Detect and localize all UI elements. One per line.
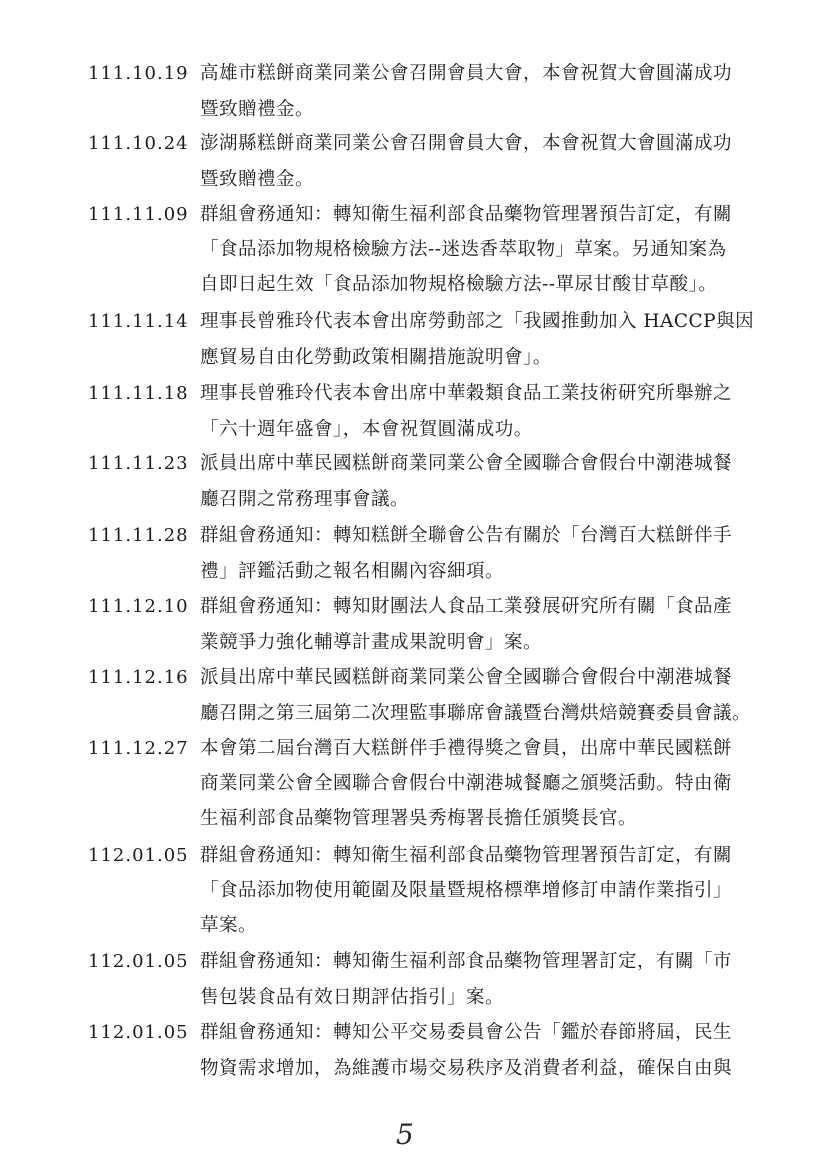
- entry-text-line: 暨致贈禮金。: [200, 169, 315, 190]
- entry-date: 111.11.18: [88, 383, 189, 404]
- entry-text-line: 業競爭力強化輔導計畫成果說明會」案。: [200, 632, 543, 653]
- entry-text-line: 群組會務通知：轉知衛生福利部食品藥物管理署訂定，有關「市: [200, 951, 733, 972]
- entry-text-line: 物資需求增加，為維護市場交易秩序及消費者利益，確保自由與: [200, 1058, 733, 1079]
- entry-text-line: 自即日起生效「食品添加物規格檢驗方法--單尿甘酸甘草酸」。: [200, 274, 718, 295]
- entry-date: 111.12.16: [88, 667, 189, 688]
- entry-date: 111.11.23: [88, 453, 189, 474]
- entry-text-line: 本會第二屆台灣百大糕餅伴手禮得獎之會員，出席中華民國糕餅: [200, 738, 733, 759]
- entry-text-line: 「食品添加物規格檢驗方法--迷迭香萃取物」草案。另通知案為: [200, 239, 727, 260]
- entry-text-line: 應貿易自由化勞動政策相關措施說明會」。: [200, 347, 552, 368]
- entry-text-line: 群組會務通知：轉知衛生福利部食品藥物管理署預告訂定，有關: [200, 204, 733, 225]
- entry-text-line: 商業同業公會全國聯合會假台中潮港城餐廳之頒獎活動。特由衛: [200, 773, 733, 794]
- entry-date: 111.10.19: [88, 63, 189, 84]
- entry-text-line: 暨致贈禮金。: [200, 99, 315, 120]
- entry-date: 111.11.28: [88, 525, 189, 546]
- entry-date: 111.12.27: [88, 738, 189, 759]
- entry-text-line: 澎湖縣糕餅商業同業公會召開會員大會，本會祝賀大會圓滿成功: [200, 133, 733, 154]
- entry-date: 111.11.09: [88, 204, 189, 225]
- entry-text-line: 廳召開之常務理事會議。: [200, 489, 410, 510]
- entry-text-line: 群組會務通知：轉知糕餅全聯會公告有關於「台灣百大糕餅伴手: [200, 525, 733, 546]
- entry-date: 111.12.10: [88, 596, 189, 617]
- entry-text-line: 售包裝食品有效日期評估指引」案。: [200, 987, 505, 1008]
- entry-text-line: 群組會務通知：轉知衛生福利部食品藥物管理署預告訂定，有關: [200, 845, 733, 866]
- entry-text-line: 高雄市糕餅商業同業公會召開會員大會，本會祝賀大會圓滿成功: [200, 63, 733, 84]
- entry-text-line: 群組會務通知：轉知財團法人食品工業發展研究所有關「食品產: [200, 596, 733, 617]
- entry-text-line: 生福利部食品藥物管理署吳秀梅署長擔任頒獎長官。: [200, 808, 638, 829]
- entry-text-line: 理事長曾雅玲代表本會出席勞動部之「我國推動加入 HACCP與因: [200, 311, 755, 332]
- entry-text-line: 廳召開之第三屆第二次理監事聯席會議暨台灣烘焙競賽委員會議。: [200, 703, 752, 724]
- entry-text-line: 派員出席中華民國糕餅商業同業公會全國聯合會假台中潮港城餐: [200, 667, 733, 688]
- entry-date: 111.11.14: [88, 311, 189, 332]
- entry-text-line: 禮」評鑑活動之報名相關內容細項。: [200, 561, 505, 582]
- entry-date: 112.01.05: [88, 845, 189, 866]
- entry-date: 112.01.05: [88, 1022, 189, 1043]
- entry-text-line: 草案。: [200, 915, 258, 936]
- entry-text-line: 派員出席中華民國糕餅商業同業公會全國聯合會假台中潮港城餐: [200, 453, 733, 474]
- entry-text-line: 理事長曾雅玲代表本會出席中華穀類食品工業技術研究所舉辦之: [200, 383, 733, 404]
- entry-text-line: 「食品添加物使用範圍及限量暨規格標準增修訂申請作業指引」: [200, 880, 733, 901]
- entry-date: 111.10.24: [88, 133, 189, 154]
- entry-text-line: 「六十週年盛會」，本會祝賀圓滿成功。: [200, 419, 533, 440]
- page-number: 5: [396, 1118, 414, 1151]
- entry-text-line: 群組會務通知：轉知公平交易委員會公告「鑑於春節將屆，民生: [200, 1022, 733, 1043]
- entry-date: 112.01.05: [88, 951, 189, 972]
